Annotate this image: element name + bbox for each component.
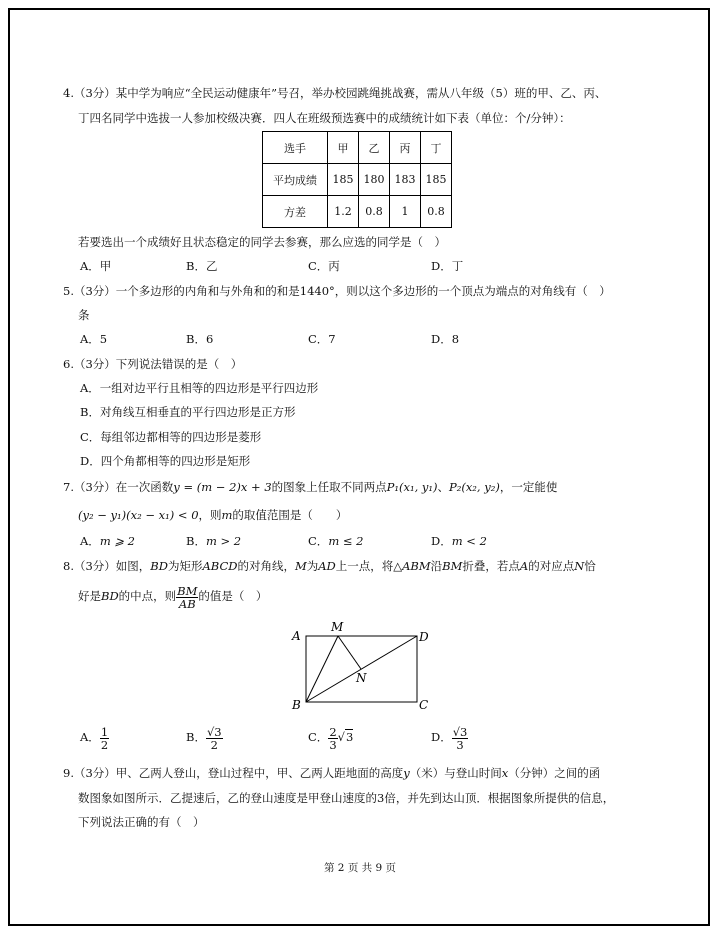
q7-var-m: m (221, 508, 233, 522)
q8-line2 (78, 582, 267, 610)
table-cell: 0.8 (421, 196, 452, 228)
text: 好是 (78, 589, 101, 603)
math: M (294, 559, 307, 573)
text: 9.（3分）甲、乙两人登山，登山过程中，甲、乙两人距地面的高度 (63, 766, 404, 780)
text: 为 (306, 559, 319, 573)
sqrt-sign: √ (337, 730, 345, 744)
label-n: N (356, 671, 367, 685)
table-row (263, 132, 452, 164)
label-m: M (331, 620, 344, 634)
text: 的值是（ ） (198, 589, 268, 603)
fraction-numerator: 2 (329, 724, 337, 739)
table-cell: 185 (421, 164, 452, 196)
q5-option-d: D．8 (431, 332, 460, 346)
fraction-numerator: BM (177, 583, 198, 598)
fraction-numerator: √3 (206, 724, 222, 739)
table-cell: 185 (328, 164, 359, 196)
text: 沿 (430, 559, 443, 573)
q9-line3: 下列说法正确的有（ ） (78, 815, 205, 829)
table-cell: 乙 (359, 132, 390, 164)
text: 折叠，若点 (462, 559, 520, 573)
q8-option-a (80, 724, 109, 751)
text: 为矩形 (167, 559, 203, 573)
math: A (519, 559, 529, 573)
q8-option-d (431, 724, 468, 751)
math: BD (150, 559, 168, 573)
q4-line1: 4.（3分）某中学为响应“全民运动健康年”号召，举办校园跳绳挑战赛，需从八年级（5）班的甲、乙、丙、 (63, 86, 607, 100)
q7-inequality: (y₂ − y₁)(x₂ − x₁) < 0 (78, 508, 199, 522)
option-math: m ≤ 2 (328, 534, 364, 548)
q5-option-a: A．5 (80, 332, 108, 346)
text: 的对应点 (528, 559, 575, 573)
q6-option-c: C．每组邻边都相等的四边形是菱形 (80, 430, 262, 444)
diagonal-bd (306, 636, 417, 702)
option-letter: D． (431, 534, 452, 548)
text: 的中点，则 (118, 589, 177, 603)
q6-option-a: A．一组对边平行且相等的四边形是平行四边形 (80, 381, 319, 395)
math: BM (442, 559, 463, 573)
option-math: m > 2 (205, 534, 242, 548)
q7-option-c (308, 533, 363, 549)
q8-option-b (186, 724, 223, 751)
table-cell: 180 (359, 164, 390, 196)
q4-option-d: D．丁 (431, 259, 464, 273)
fraction-denominator: AB (178, 596, 196, 611)
math: AD (318, 559, 336, 573)
q5-line1: 5.（3分）一个多边形的内角和与外角和的和是1440°，则以这个多边形的一个顶点为端点的对角线有（ ） (63, 284, 611, 298)
text: （分钟）之间的函 (508, 766, 601, 780)
q9-line1 (63, 765, 600, 781)
page-footer: 第 2 页 共 9 页 (323, 862, 397, 874)
q4-option-c: C．丙 (308, 259, 340, 273)
q5-option-b: B．6 (186, 332, 214, 346)
table-cell: 平均成绩 (263, 164, 328, 196)
option-letter: C． (308, 730, 329, 744)
sqrt-radicand: 3 (345, 730, 354, 744)
table-row (263, 196, 452, 228)
fraction-denominator: 2 (210, 737, 218, 752)
text: 的对角线， (237, 559, 295, 573)
option-letter: B． (186, 534, 206, 548)
fraction (452, 726, 469, 751)
q8-line1 (63, 558, 596, 574)
q7-line2-end: 的取值范围是（ ） (232, 508, 348, 522)
q7-line2 (78, 507, 347, 523)
math: N (574, 559, 585, 573)
q7-prefix: 7.（3分）在一次函数 (63, 480, 174, 494)
label-b: B (292, 698, 301, 712)
text: 上一点，将 (335, 559, 394, 573)
option-letter: B． (186, 730, 206, 744)
option-math: m < 2 (451, 534, 487, 548)
text: 8.（3分）如图， (63, 559, 151, 573)
label-c: C (419, 698, 429, 712)
table-cell: 选手 (263, 132, 328, 164)
fraction-denominator: 3 (329, 737, 337, 752)
table-cell: 1.2 (328, 196, 359, 228)
q7-line2-mid: ，则 (198, 508, 222, 522)
q8-option-c (308, 724, 353, 751)
q7-mid: 的图象上任取不同两点 (271, 480, 387, 494)
option-letter: A． (80, 730, 100, 744)
math: BD (101, 589, 119, 603)
table-cell: 方差 (263, 196, 328, 228)
q7-suffix: ，一定能使 (499, 480, 558, 494)
fraction-denominator: 2 (100, 737, 109, 752)
fraction-denominator: 3 (456, 737, 464, 752)
table-cell: 丙 (390, 132, 421, 164)
fraction-numerator: √3 (452, 724, 468, 739)
fraction (206, 726, 223, 751)
q6-line1: 6.（3分）下列说法错误的是（ ） (63, 357, 243, 371)
q8-fraction (176, 585, 198, 610)
option-letter: D． (431, 730, 452, 744)
table-row (263, 164, 452, 196)
q7-option-b (186, 533, 241, 549)
q6-option-d: D．四个角都相等的四边形是矩形 (80, 454, 251, 468)
q4-question: 若要选出一个成绩好且状态稳定的同学去参赛，那么应选的同学是（ ） (78, 235, 446, 249)
q4-option-b: B．乙 (186, 259, 218, 273)
math: △ABM (393, 559, 431, 573)
label-a: A (292, 629, 301, 643)
text: 恰 (584, 559, 596, 573)
fraction-numerator: 1 (100, 724, 109, 739)
q4-score-table (262, 131, 452, 228)
q5-option-c: C．7 (308, 332, 336, 346)
option-math: m ⩾ 2 (99, 534, 135, 548)
option-letter: A． (80, 534, 100, 548)
rectangle-fold-figure (286, 616, 446, 716)
math: ABCD (202, 559, 238, 573)
q7-option-d (431, 533, 487, 549)
q9-line2: 数图象如图所示．乙提速后，乙的登山速度是甲登山速度的3倍，并先到达山顶．根据图象所提供的信息， (78, 791, 615, 805)
q7-point-p2: P₂(x₂, y₂) (448, 480, 500, 494)
table-cell: 甲 (328, 132, 359, 164)
q5-line2: 条 (78, 308, 90, 322)
fraction (328, 726, 337, 751)
math: y (403, 766, 410, 780)
math: x (501, 766, 509, 780)
table-cell: 0.8 (359, 196, 390, 228)
q6-option-b: B．对角线互相垂直的平行四边形是正方形 (80, 405, 296, 419)
q7-point-p1: P₁(x₁, y₁) (386, 480, 438, 494)
q7-function: y = (m − 2)x + 3 (173, 480, 272, 494)
q7-separator: 、 (437, 480, 449, 494)
text: （米）与登山时间 (409, 766, 502, 780)
q7-line1 (63, 479, 557, 495)
table-cell: 183 (390, 164, 421, 196)
q4-line2: 丁四名同学中选拔一人参加校级决赛．四人在班级预选赛中的成绩统计如下表（单位：个/分钟）： (78, 111, 571, 125)
table-cell: 丁 (421, 132, 452, 164)
label-d: D (419, 630, 429, 644)
q4-option-a: A．甲 (80, 259, 112, 273)
segment-mn (338, 636, 361, 669)
q7-option-a (80, 533, 135, 549)
fraction (100, 726, 109, 751)
table-cell: 1 (390, 196, 421, 228)
option-letter: C． (308, 534, 329, 548)
